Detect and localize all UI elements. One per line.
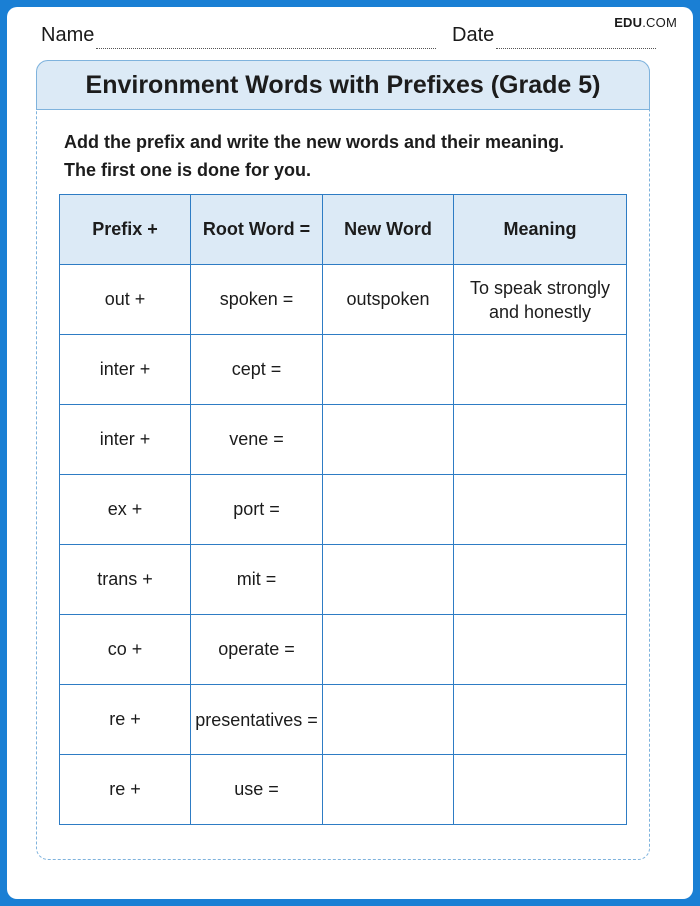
new-word-cell[interactable]: [323, 755, 454, 825]
table-row: [60, 545, 627, 615]
new-word-cell[interactable]: [323, 545, 454, 615]
root-cell: spoken =: [191, 265, 323, 335]
header-meaning: Meaning: [454, 195, 627, 265]
prefix-cell: inter +: [60, 405, 191, 475]
root-cell: presentatives =: [191, 685, 323, 755]
prefix-cell: ex +: [60, 475, 191, 545]
table-row: [60, 475, 627, 545]
new-word-cell[interactable]: [323, 615, 454, 685]
instruction-line-2: The first one is done for you.: [64, 160, 312, 180]
prefix-cell: inter +: [60, 335, 191, 405]
name-line[interactable]: [96, 48, 436, 49]
table-row: [60, 615, 627, 685]
root-cell: vene =: [191, 405, 323, 475]
meaning-cell[interactable]: To speak strongly and honestly: [454, 265, 627, 335]
root-cell: mit =: [191, 545, 323, 615]
title-bar: [36, 60, 650, 110]
meaning-cell[interactable]: [454, 545, 627, 615]
meaning-cell[interactable]: [454, 335, 627, 405]
table-row: [60, 685, 627, 755]
name-label: Name: [41, 24, 95, 46]
instruction-line-1: Add the prefix and write the new words and their meaning.: [64, 132, 565, 152]
prefix-cell: re +: [60, 755, 191, 825]
table-row: [60, 405, 627, 475]
table-row: [60, 755, 627, 825]
brand-logo-suffix: .COM: [642, 15, 677, 30]
meaning-cell[interactable]: [454, 475, 627, 545]
new-word-cell[interactable]: [323, 405, 454, 475]
table-header-row: [60, 195, 627, 265]
root-cell: port =: [191, 475, 323, 545]
new-word-cell[interactable]: outspoken: [323, 265, 454, 335]
root-cell: use =: [191, 755, 323, 825]
date-line[interactable]: [496, 48, 656, 49]
brand-logo-bold: EDU: [614, 15, 643, 30]
new-word-cell[interactable]: [323, 685, 454, 755]
meaning-cell[interactable]: [454, 405, 627, 475]
root-cell: cept =: [191, 335, 323, 405]
header-new-word: New Word: [323, 195, 454, 265]
prefix-cell: trans +: [60, 545, 191, 615]
meaning-cell[interactable]: [454, 615, 627, 685]
root-cell: operate =: [191, 615, 323, 685]
worksheet-title: Environment Words with Prefixes (Grade 5): [85, 70, 601, 99]
header-root-word: Root Word =: [191, 195, 323, 265]
instructions: [64, 128, 644, 184]
meaning-cell[interactable]: [454, 685, 627, 755]
prefix-cell: re +: [60, 685, 191, 755]
date-label: Date: [452, 24, 495, 46]
table-row: [60, 265, 627, 335]
header-prefix: Prefix +: [60, 195, 191, 265]
new-word-cell[interactable]: [323, 335, 454, 405]
prefix-table: [59, 194, 627, 825]
brand-logo: [614, 15, 677, 30]
table-row: [60, 335, 627, 405]
prefix-cell: out +: [60, 265, 191, 335]
new-word-cell[interactable]: [323, 475, 454, 545]
prefix-cell: co +: [60, 615, 191, 685]
meaning-cell[interactable]: [454, 755, 627, 825]
